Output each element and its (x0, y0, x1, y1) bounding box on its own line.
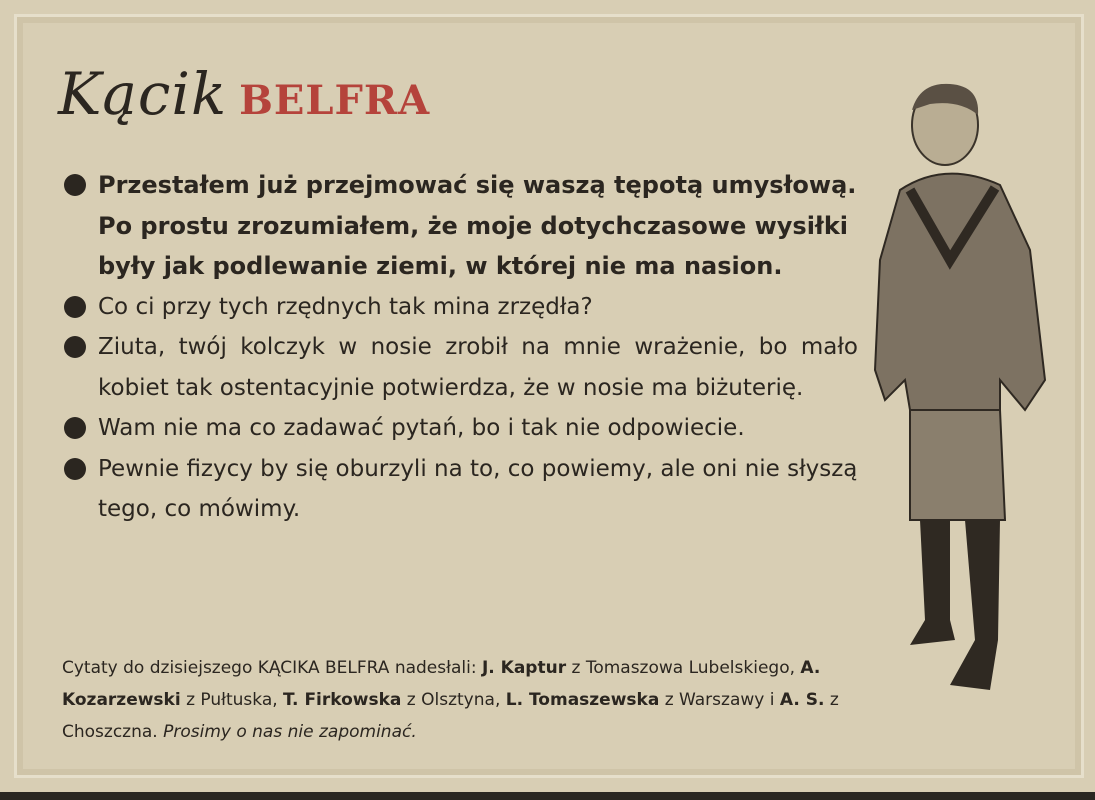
contributors-note (62, 652, 922, 748)
contributor-name: A. Kozarzewski (62, 658, 821, 710)
contributor-name: A. S. (779, 690, 825, 710)
closing-remark: Prosimy o nas nie zapominać. (163, 722, 417, 742)
quote-text: Pewnie fizycy by się oburzyli na to, co powiemy, ale oni nie słyszą tego, co mówimy. (98, 455, 858, 522)
boy-illustration (850, 80, 1060, 700)
quote-item (62, 327, 858, 408)
contributor-place: z Warszawy i (659, 690, 780, 710)
quotes-list (62, 165, 862, 530)
contributor-name: J. Kaptur (481, 658, 567, 678)
title-belfra: BELFRA (239, 77, 431, 124)
contributor-place: z Olsztyna, (401, 690, 506, 710)
quote-item (62, 408, 862, 449)
title-kacik: Kącik (58, 60, 228, 128)
bullet-icon (64, 458, 86, 480)
quote-text: Ziuta, twój kolczyk w nosie zrobił na mnie wrażenie, bo mało kobiet tak ostentacyjnie potwierdza, że w nosie ma biżuterię. (98, 334, 858, 401)
footer-intro: Cytaty do dzisiejszego KĄCIKA BELFRA nadesłali: (62, 658, 482, 678)
contributor-name: T. Firkowska (283, 690, 402, 710)
quote-item (62, 287, 862, 328)
bullet-icon (64, 174, 86, 196)
quote-text: Co ci przy tych rzędnych tak mina zrzędła? (98, 293, 593, 320)
contributor-place: z Tomaszowa Lubelskiego, (566, 658, 801, 678)
bullet-icon (64, 417, 86, 439)
bullet-icon (64, 296, 86, 318)
quote-text: Przestałem już przejmować się waszą tępotą umysłową. Po prostu zrozumiałem, że moje dotychczasowe wysiłki były jak podlewanie ziemi, w której nie ma nasion. (98, 171, 857, 280)
contributor-place: z Pułtuska, (180, 690, 284, 710)
quote-item (62, 449, 898, 530)
scan-edge (0, 792, 1095, 800)
quote-item (62, 165, 858, 287)
contributor-name: L. Tomaszewska (505, 690, 660, 710)
column-title (58, 60, 430, 128)
contributor-place: z Choszczna. (62, 690, 839, 742)
bullet-icon (64, 336, 86, 358)
quote-text: Wam nie ma co zadawać pytań, bo i tak nie odpowiecie. (98, 415, 745, 441)
